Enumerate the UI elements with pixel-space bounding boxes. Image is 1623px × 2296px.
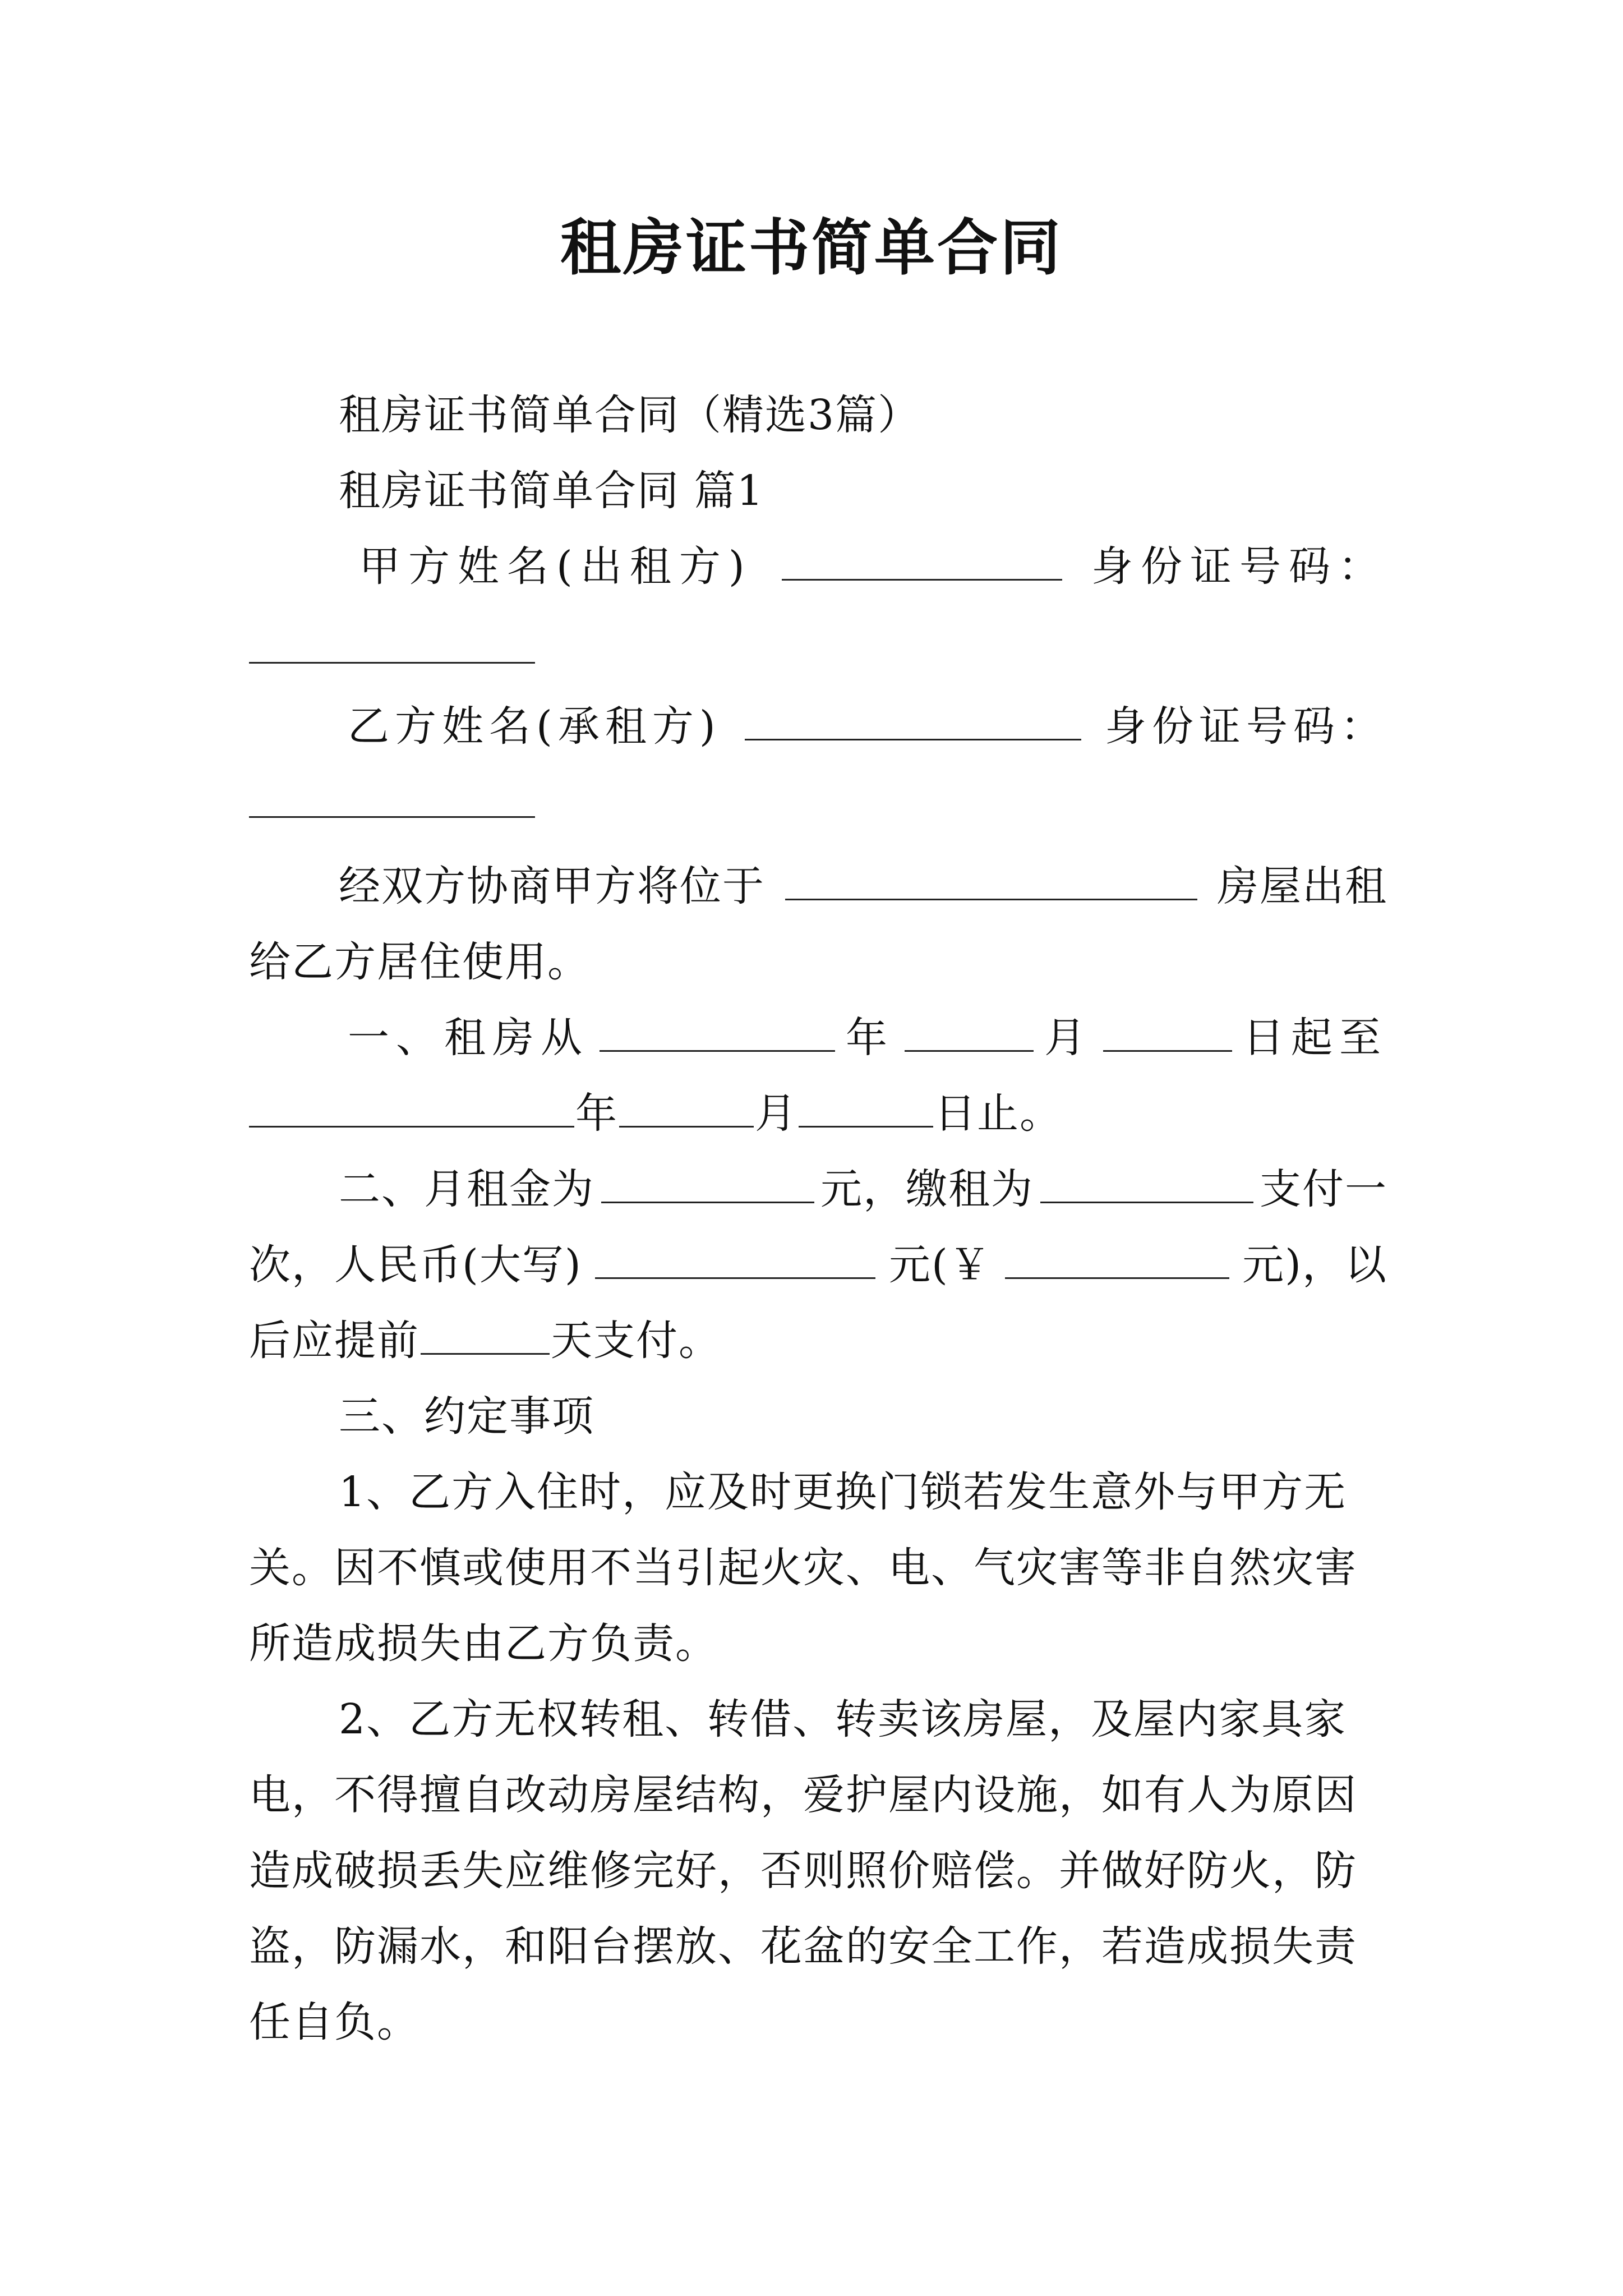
advance-label: 后应提前 [249, 1317, 419, 1365]
matters-heading: 三、约定事项 [339, 1392, 594, 1441]
agreement-line-2: 给乙方居住使用。 [249, 938, 590, 986]
monthly-rent-label: 二、月租金为 [339, 1165, 594, 1213]
term-to-label: 日止。 [934, 1089, 1062, 1138]
end-month-blank[interactable] [619, 1087, 754, 1128]
party-a-line [359, 539, 1387, 595]
term-month-label: 月 [1044, 1014, 1092, 1062]
party-b-name-blank[interactable] [745, 700, 1081, 740]
start-year-blank[interactable] [600, 1011, 835, 1052]
payment-suffix: 支付一 [1260, 1165, 1387, 1213]
clause1-line-1: 1、乙方入住时，应及时更换门锁若发生意外与甲方无 [339, 1468, 1347, 1516]
clause1-line-3: 所造成损失由乙方负责。 [249, 1619, 718, 1668]
payment-period-blank[interactable] [1040, 1162, 1253, 1203]
end-year-blank[interactable] [249, 1087, 574, 1128]
clause2-line-4: 盗，防漏水，和阳台摆放、花盆的安全工作，若造成损失责 [249, 1922, 1357, 1971]
advance-days-blank[interactable] [421, 1314, 550, 1355]
party-a-id-blank[interactable] [249, 662, 535, 664]
payment-label: 元，缴租为 [820, 1165, 1034, 1213]
party-b-label: 乙方姓名(承租方) [348, 702, 721, 751]
term-from-label: 日起至 [1243, 1014, 1387, 1062]
clause1-line-2: 关。因不慎或使用不当引起火灾、电、气灾害等非自然灾害 [249, 1544, 1357, 1592]
party-a-id-label: 身份证号码： [1091, 542, 1387, 591]
agreement-post: 房屋出租 [1217, 862, 1387, 910]
amount-numeric-blank[interactable] [1005, 1238, 1229, 1279]
end-year-label: 年 [575, 1089, 618, 1138]
end-month-label: 月 [755, 1089, 797, 1138]
yuan-symbol-label: 元(￥ [889, 1241, 992, 1289]
section-heading: 租房证书简单合同 篇1 [339, 467, 764, 515]
term-label: 一、租房从 [348, 1014, 589, 1062]
yuan-close-label: 元)，以 [1242, 1241, 1387, 1289]
end-day-blank[interactable] [799, 1087, 933, 1128]
document-title: 租房证书简单合同 [560, 213, 1063, 283]
party-b-id-label: 身份证号码： [1105, 702, 1387, 751]
start-month-blank[interactable] [905, 1011, 1034, 1052]
clause2-line-5: 任自负。 [249, 1998, 419, 2046]
term-year-label: 年 [846, 1014, 894, 1062]
rent-line-1 [339, 1161, 1387, 1217]
party-b-line [348, 698, 1387, 754]
rent-line-2 [249, 1237, 1387, 1293]
party-b-id-blank[interactable] [249, 816, 535, 818]
subtitle: 租房证书简单合同（精选3篇） [339, 391, 921, 439]
clause2-line-2: 电，不得擅自改动房屋结构，爱护屋内设施，如有人为原因 [249, 1771, 1357, 1819]
days-pay-label: 天支付。 [551, 1317, 721, 1365]
party-a-name-blank[interactable] [782, 540, 1062, 581]
agreement-pre: 经双方协商甲方将位于 [339, 862, 765, 910]
rent-line-3 [249, 1313, 1387, 1369]
clause2-line-3: 造成破损丢失应维修完好，否则照价赔偿。并做好防火，防 [249, 1847, 1357, 1895]
party-a-label: 甲方姓名(出租方) [359, 542, 753, 591]
start-day-blank[interactable] [1103, 1011, 1232, 1052]
clause2-line-1: 2、乙方无权转租、转借、转卖该房屋，及屋内家具家 [339, 1695, 1347, 1743]
monthly-rent-blank[interactable] [601, 1162, 814, 1203]
term-line-2 [249, 1085, 1387, 1142]
amount-uppercase-blank[interactable] [595, 1238, 875, 1279]
rmb-label: 次，人民币(大写) [249, 1241, 582, 1289]
agreement-line-1 [339, 858, 1387, 914]
term-line-1 [348, 1010, 1387, 1066]
property-address-blank[interactable] [785, 859, 1197, 900]
